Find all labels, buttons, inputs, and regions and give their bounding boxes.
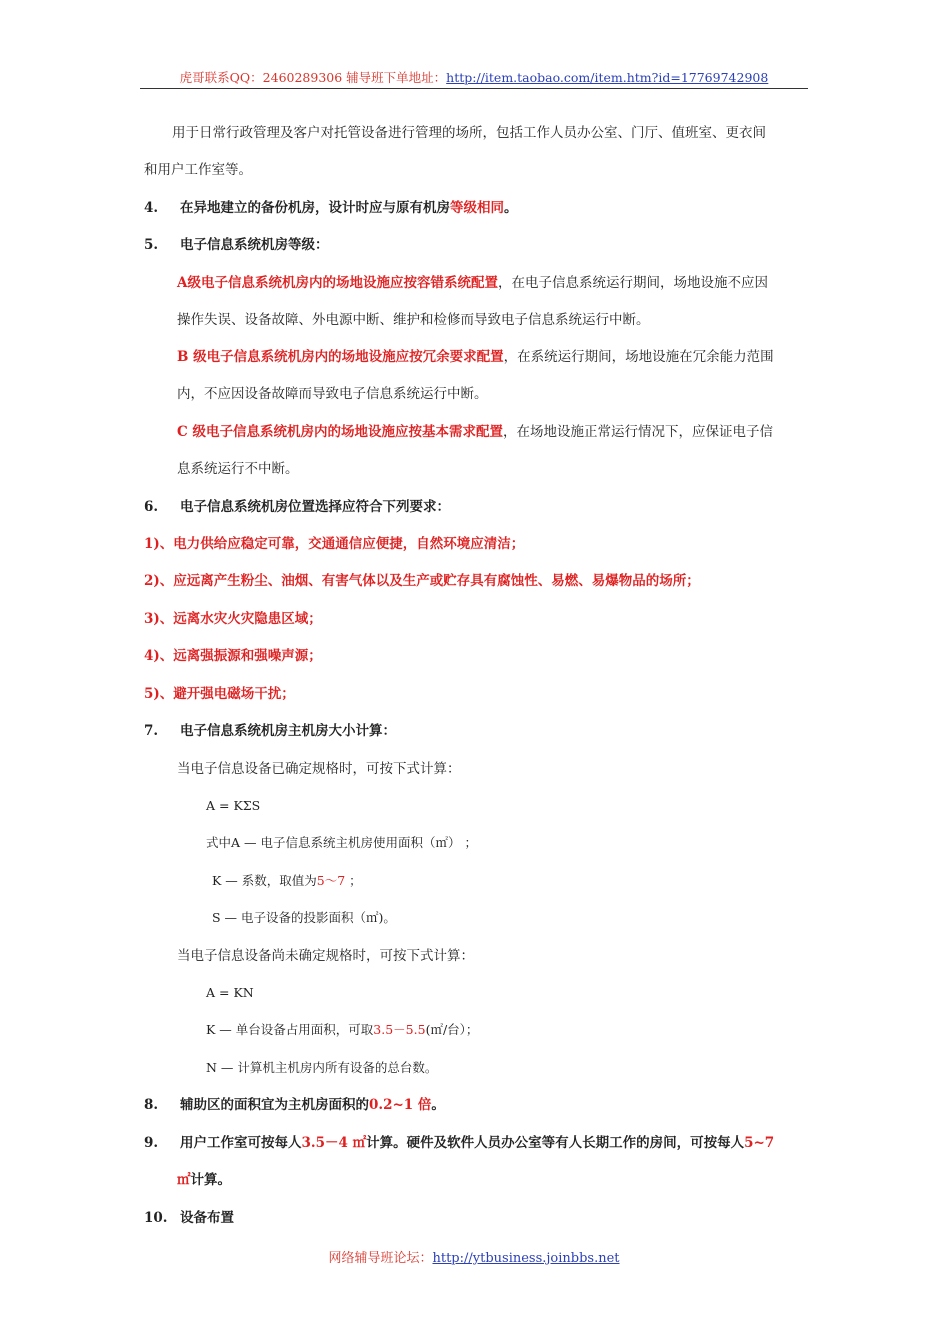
item-9-text-2: 计算。硬件及软件人员办公室等有人长期工作的房间，可按每人 bbox=[366, 1135, 745, 1151]
calc-2-def-n: N — 计算机主机房内所有设备的总台数。 bbox=[206, 1060, 438, 1075]
calc-2-def-k-value: 3.5－5.5 bbox=[373, 1022, 426, 1037]
item-6-number: 6. bbox=[144, 499, 159, 515]
paragraph-office-line-2: 和用户工作室等。 bbox=[144, 162, 252, 178]
item-9-number: 9. bbox=[144, 1135, 159, 1151]
calc-2-def-k bbox=[206, 1021, 478, 1039]
paragraph-office-line-1: 用于日常行政管理及客户对托管设备进行管理的场所，包括工作人员办公室、门厅、值班室、更衣间 bbox=[172, 125, 766, 141]
item-8-number: 8. bbox=[144, 1097, 159, 1113]
grade-a-line-2: 操作失误、设备故障、外电源中断、维护和检修而导致电子信息系统运行中断。 bbox=[177, 312, 650, 328]
header-taobao-link[interactable]: http://item.taobao.com/item.htm?id=17769742908 bbox=[446, 70, 769, 85]
calc-2-intro: 当电子信息设备尚未确定规格时，可按下式计算： bbox=[177, 948, 474, 964]
item-9 bbox=[144, 1134, 774, 1152]
grade-b-highlight: B 级电子信息系统机房内的场地设施应按冗余要求配置 bbox=[177, 349, 504, 365]
calc-2-def-k-end: (㎡/台）； bbox=[425, 1022, 479, 1037]
calc-1-def-k-value: 5～7 bbox=[316, 873, 346, 888]
item-9-text-3: 计算。 bbox=[190, 1172, 231, 1188]
item-8-end: 。 bbox=[431, 1097, 445, 1113]
page-footer bbox=[140, 1247, 808, 1266]
requirement-3: 3)、远离水灾火灾隐患区域； bbox=[144, 611, 322, 627]
grade-c-line-2: 息系统运行不中断。 bbox=[177, 461, 299, 477]
requirement-5: 5)、避开强电磁场干扰； bbox=[144, 686, 295, 702]
item-4-highlight: 等级相同 bbox=[450, 200, 504, 216]
item-9-highlight-3: ㎡ bbox=[177, 1172, 191, 1188]
calc-1-def-a: 式中A — 电子信息系统主机房使用面积（㎡） ； bbox=[206, 835, 477, 850]
calc-2-def-k-text: K — 单台设备占用面积，可取 bbox=[206, 1022, 374, 1037]
grade-c-line-1 bbox=[177, 423, 773, 441]
calc-1-def-k bbox=[212, 872, 362, 890]
item-5-number: 5. bbox=[144, 237, 159, 253]
item-10-number: 10. bbox=[144, 1210, 168, 1226]
item-5 bbox=[144, 236, 329, 254]
requirement-4: 4)、远离强振源和强噪声源； bbox=[144, 648, 322, 664]
item-6-text: 电子信息系统机房位置选择应符合下列要求： bbox=[180, 499, 450, 515]
item-9-highlight-2: 5~7 bbox=[744, 1135, 775, 1151]
requirement-2: 2)、应远离产生粉尘、油烟、有害气体以及生产或贮存具有腐蚀性、易燃、易爆物品的场所； bbox=[144, 573, 700, 589]
calc-1-intro: 当电子信息设备已确定规格时，可按下式计算： bbox=[177, 761, 461, 777]
grade-a-line-1 bbox=[177, 274, 768, 292]
item-8-highlight: 0.2~1 倍 bbox=[369, 1097, 432, 1113]
header-rule bbox=[140, 88, 808, 89]
grade-a-highlight: A级电子信息系统机房内的场地设施应按容错系统配置 bbox=[177, 275, 498, 291]
footer-forum-link[interactable]: http://ytbusiness.joinbbs.net bbox=[432, 1251, 620, 1266]
footer-forum-text: 网络辅导班论坛： bbox=[328, 1251, 433, 1266]
item-10 bbox=[144, 1209, 234, 1227]
grade-c-text: ，在场地设施正常运行情况下，应保证电子信 bbox=[502, 424, 773, 440]
item-9-highlight-1: 3.5－4 ㎡ bbox=[301, 1135, 367, 1151]
grade-b-line-2: 内，不应因设备故障而导致电子信息系统运行中断。 bbox=[177, 386, 488, 402]
item-5-text: 电子信息系统机房等级： bbox=[180, 237, 329, 253]
item-7-number: 7. bbox=[144, 723, 159, 739]
grade-b-text: ，在系统运行期间，场地设施在冗余能力范围 bbox=[503, 349, 774, 365]
item-7-text: 电子信息系统机房主机房大小计算： bbox=[180, 723, 396, 739]
item-4-text: 在异地建立的备份机房，设计时应与原有机房 bbox=[180, 200, 450, 216]
header-contact-text: 虎哥联系QQ：2460289306 辅导班下单地址： bbox=[179, 70, 447, 85]
item-9-text-1: 用户工作室可按每人 bbox=[180, 1135, 302, 1151]
item-10-text: 设备布置 bbox=[180, 1210, 234, 1226]
calc-1-def-k-text: K — 系数，取值为 bbox=[212, 873, 317, 888]
calc-1-def-k-end: ； bbox=[345, 873, 362, 888]
grade-a-text: ，在电子信息系统运行期间，场地设施不应因 bbox=[497, 275, 768, 291]
item-6 bbox=[144, 498, 450, 516]
item-8-text: 辅助区的面积宜为主机房面积的 bbox=[180, 1097, 369, 1113]
grade-c-highlight: C 级电子信息系统机房内的场地设施应按基本需求配置 bbox=[177, 424, 503, 440]
item-8 bbox=[144, 1096, 445, 1114]
item-7 bbox=[144, 722, 396, 740]
calc-1-formula: A = KΣS bbox=[206, 798, 261, 813]
grade-b-line-1 bbox=[177, 348, 774, 366]
item-9-line-2 bbox=[177, 1171, 231, 1189]
item-4-end: 。 bbox=[504, 200, 518, 216]
requirement-1: 1)、电力供给应稳定可靠，交通通信应便捷，自然环境应清洁； bbox=[144, 536, 525, 552]
calc-2-formula: A = KN bbox=[206, 985, 254, 1000]
item-4 bbox=[144, 199, 518, 217]
item-4-number: 4. bbox=[144, 200, 159, 216]
page-header bbox=[140, 68, 808, 86]
calc-1-def-s: S — 电子设备的投影面积（㎡)。 bbox=[212, 910, 396, 925]
